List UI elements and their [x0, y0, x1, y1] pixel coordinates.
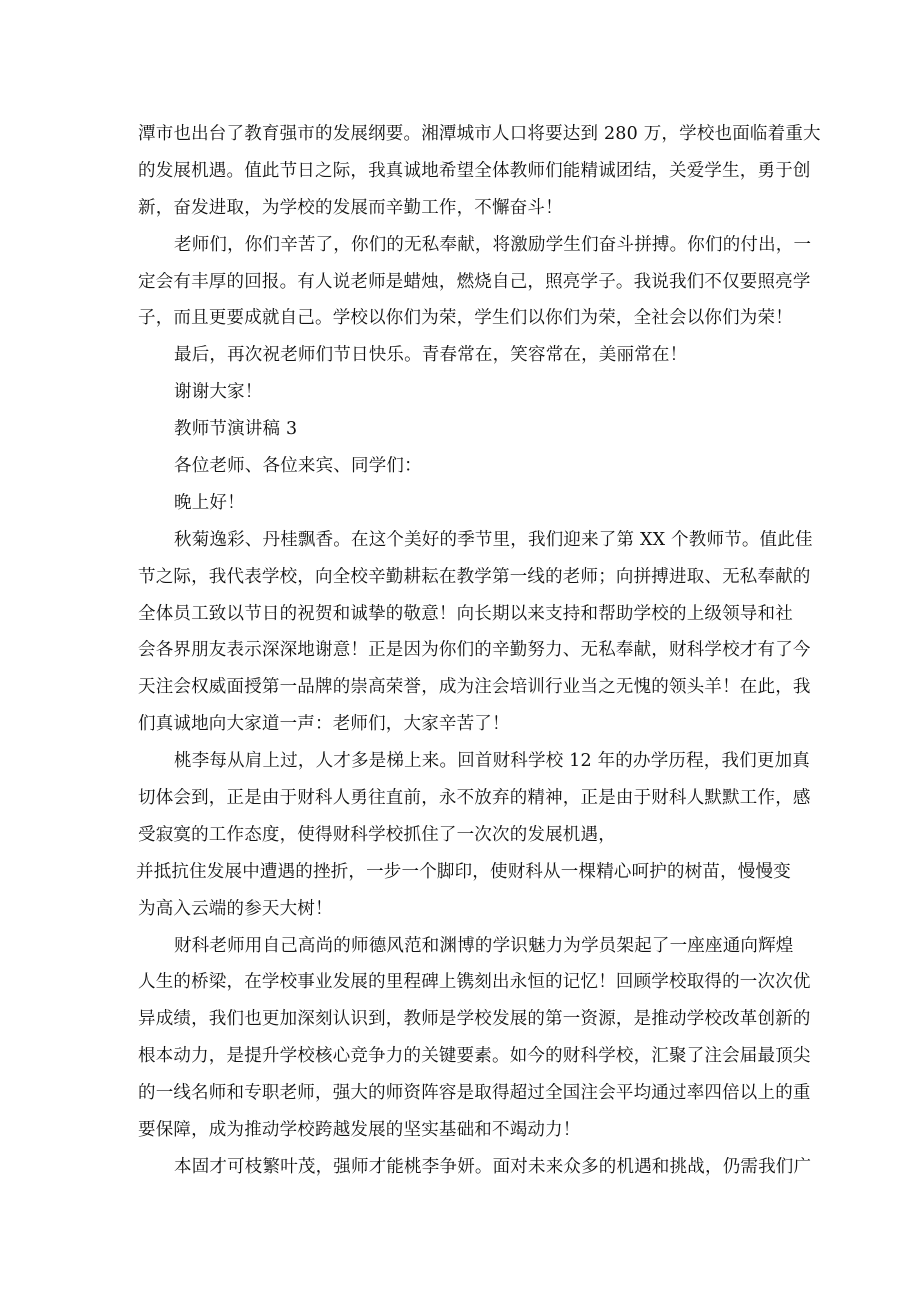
text-line: 并抵抗住发展中遭遇的挫折，一步一个脚印，使财科从一棵精心呵护的树苗，慢慢变 [136, 861, 791, 882]
text-line: 潭市也出台了教育强市的发展纲要。湘潭城市人口将要达到 280 万，学校也面临着重大 [138, 124, 821, 144]
paragraph-start-line: 最后，再次祝老师们节日快乐。青春常在，笑容常在，美丽常在！ [174, 345, 688, 366]
text-line: 为高入云端的参天大树！ [138, 898, 333, 919]
section-title: 教师节演讲稿 3 [174, 419, 298, 440]
greeting-line: 晚上好！ [174, 492, 245, 513]
text-line: 受寂寞的工作态度，使得财科学校抓住了一次次的发展机遇， [138, 824, 616, 845]
closing-line: 谢谢大家！ [174, 382, 263, 403]
salutation-line: 各位老师、各位来宾、同学们： [174, 456, 422, 477]
text-line: 们真诚地向大家道一声：老师们，大家辛苦了！ [138, 714, 510, 735]
text-line: 的发展机遇。值此节日之际，我真诚地希望全体教师们能精诚团结，关爱学生，勇于创 [138, 160, 811, 181]
paragraph-start-line: 本固才可枝繁叶茂，强师才能桃李争妍。面对未来众多的机遇和挑战，仍需我们广 [174, 1156, 812, 1177]
text-line: 定会有丰厚的回报。有人说老师是蜡烛，燃烧自己，照亮学子。我说我们不仅要照亮学 [138, 271, 811, 292]
paragraph-start-line: 秋菊逸彩、丹桂飘香。在这个美好的季节里，我们迎来了第 XX 个教师节。值此佳 [174, 529, 813, 550]
paragraph-start-line: 桃李每从肩上过，人才多是梯上来。回首财科学校 12 年的办学历程，我们更加真 [174, 751, 810, 772]
text-line: 子，而且更要成就自己。学校以你们为荣，学生们以你们为荣，全社会以你们为荣！ [138, 308, 793, 329]
paragraph-start-line: 财科老师用自己高尚的师德风范和渊博的学识魅力为学员架起了一座座通向辉煌 [174, 935, 794, 956]
text-line: 全体员工致以节日的祝贺和诚挚的敬意！向长期以来支持和帮助学校的上级领导和社 [138, 603, 793, 624]
text-line: 新，奋发进取，为学校的发展而辛勤工作，不懈奋斗！ [138, 197, 563, 218]
text-line: 的一线名师和专职老师，强大的师资阵容是取得超过全国注会平均通过率四倍以上的重 [138, 1083, 811, 1104]
text-line: 根本动力，是提升学校核心竞争力的关键要素。如今的财科学校，汇聚了注会届最顶尖 [138, 1046, 811, 1067]
text-line: 要保障，成为推动学校跨越发展的坚实基础和不竭动力！ [138, 1120, 581, 1141]
text-line: 会各界朋友表示深深地谢意！正是因为你们的辛勤努力、无私奉献，财科学校才有了今 [138, 640, 811, 661]
document-body [136, 116, 821, 1186]
text-line: 切体会到，正是由于财科人勇往直前，永不放弃的精神，正是由于财科人默默工作，感 [138, 788, 811, 809]
text-line: 节之际，我代表学校，向全校辛勤耕耘在教学第一线的老师；向拼搏进取、无私奉献的 [138, 566, 811, 587]
text-line: 天注会权威面授第一品牌的崇高荣誉，成为注会培训行业当之无愧的领头羊！在此，我 [138, 677, 811, 698]
text-line: 人生的桥梁，在学校事业发展的里程碑上镌刻出永恒的记忆！回顾学校取得的一次次优 [138, 972, 811, 993]
text-line: 异成绩，我们也更加深刻认识到，教师是学校发展的第一资源，是推动学校改革创新的 [138, 1009, 811, 1030]
paragraph-start-line: 老师们，你们辛苦了，你们的无私奉献，将激励学生们奋斗拼搏。你们的付出，一 [174, 234, 812, 255]
